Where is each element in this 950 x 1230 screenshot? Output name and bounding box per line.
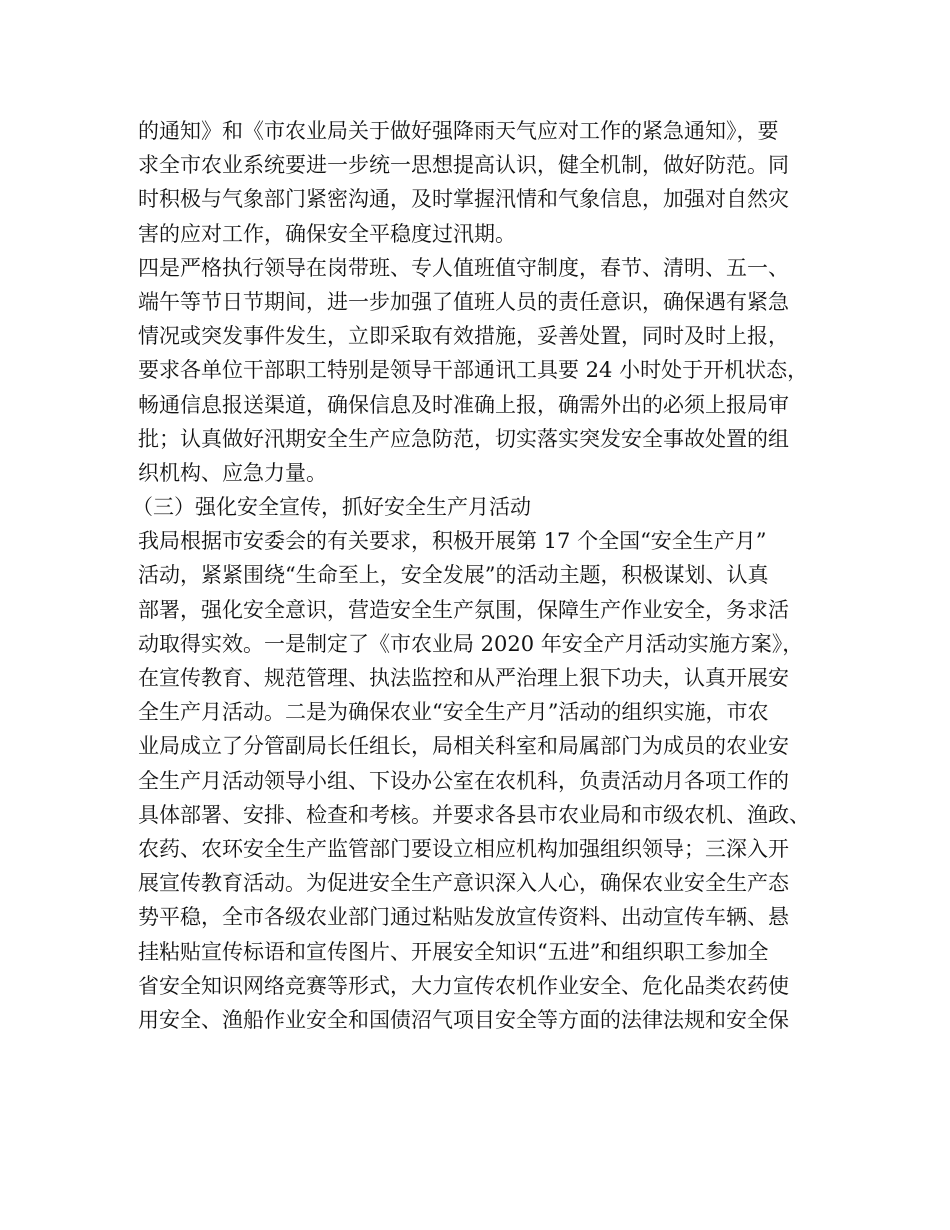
section-heading: （三）强化安全宣传，抓好安全生产月活动 bbox=[132, 495, 531, 520]
text-line: 省安全知识网络竞赛等形式，大力宣传农机作业安全、危化品类农药使 bbox=[138, 973, 789, 998]
text-line: 批；认真做好汛期安全生产应急防范，切实落实突发安全事故处置的组 bbox=[138, 426, 789, 451]
text-line: 的通知》和《市农业局关于做好强降雨天气应对工作的紧急通知》，要 bbox=[138, 119, 779, 143]
text-line: 部署，强化安全意识，营造安全生产氛围，保障生产作业安全，务求活 bbox=[138, 597, 789, 622]
text-line: 活动，紧紧围绕“生命至上，安全发展”的活动主题，积极谋划、认真 bbox=[138, 563, 769, 588]
text-line: 全生产月活动领导小组、下设办公室在农机科，负责活动月各项工作的 bbox=[138, 768, 789, 793]
text-line: 时积极与气象部门紧密沟通，及时掌握汛情和气象信息，加强对自然灾 bbox=[138, 187, 789, 212]
text-line: 情况或突发事件发生，立即采取有效措施，妥善处置，同时及时上报， bbox=[138, 324, 789, 349]
text-line: 具体部署、安排、检查和考核。并要求各县市农业局和市级农机、渔政、 bbox=[138, 802, 810, 827]
text-line: 求全市农业系统要进一步统一思想提高认识，健全机制，做好防范。同 bbox=[138, 153, 789, 178]
text-line: 端午等节日节期间，进一步加强了值班人员的责任意识，确保遇有紧急 bbox=[138, 289, 789, 314]
text-line: 势平稳，全市各级农业部门通过粘贴发放宣传资料、出动宣传车辆、悬 bbox=[138, 905, 789, 930]
text-line: 我局根据市安委会的有关要求，积极开展第 17 个全国“安全生产月” bbox=[138, 529, 767, 554]
text-line: 挂粘贴宣传标语和宣传图片、开展安全知识“五进”和组织职工参加全 bbox=[138, 939, 769, 964]
document-body bbox=[132, 114, 828, 1037]
text-line: 展宣传教育活动。为促进安全生产意识深入人心，确保农业安全生产态 bbox=[138, 871, 789, 896]
text-line: 农药、农环安全生产监管部门要设立相应机构加强组织领导；三深入开 bbox=[138, 836, 789, 861]
text-line: 动取得实效。一是制定了《市农业局 2020 年安全产月活动实施方案》， bbox=[138, 631, 804, 656]
text-line: 要求各单位干部职工特别是领导干部通讯工具要 24 小时处于开机状态， bbox=[138, 358, 809, 383]
text-line: 业局成立了分管副局长任组长，局相关科室和局属部门为成员的农业安 bbox=[138, 734, 789, 759]
text-line: 织机构、应急力量。 bbox=[138, 460, 327, 485]
text-line: 四是严格执行领导在岗带班、专人值班值守制度，春节、清明、五一、 bbox=[138, 255, 789, 280]
text-line: 用安全、渔船作业安全和国债沼气项目安全等方面的法律法规和安全保 bbox=[138, 1007, 789, 1032]
text-line: 全生产月活动。二是为确保农业“安全生产月”活动的组织实施，市农 bbox=[138, 700, 769, 725]
text-line: 害的应对工作，确保安全平稳度过汛期。 bbox=[138, 221, 516, 246]
text-line: 畅通信息报送渠道，确保信息及时准确上报，确需外出的必须上报局审 bbox=[138, 392, 789, 417]
text-line: 在宣传教育、规范管理、执法监控和从严治理上狠下功夫，认真开展安 bbox=[138, 666, 789, 690]
